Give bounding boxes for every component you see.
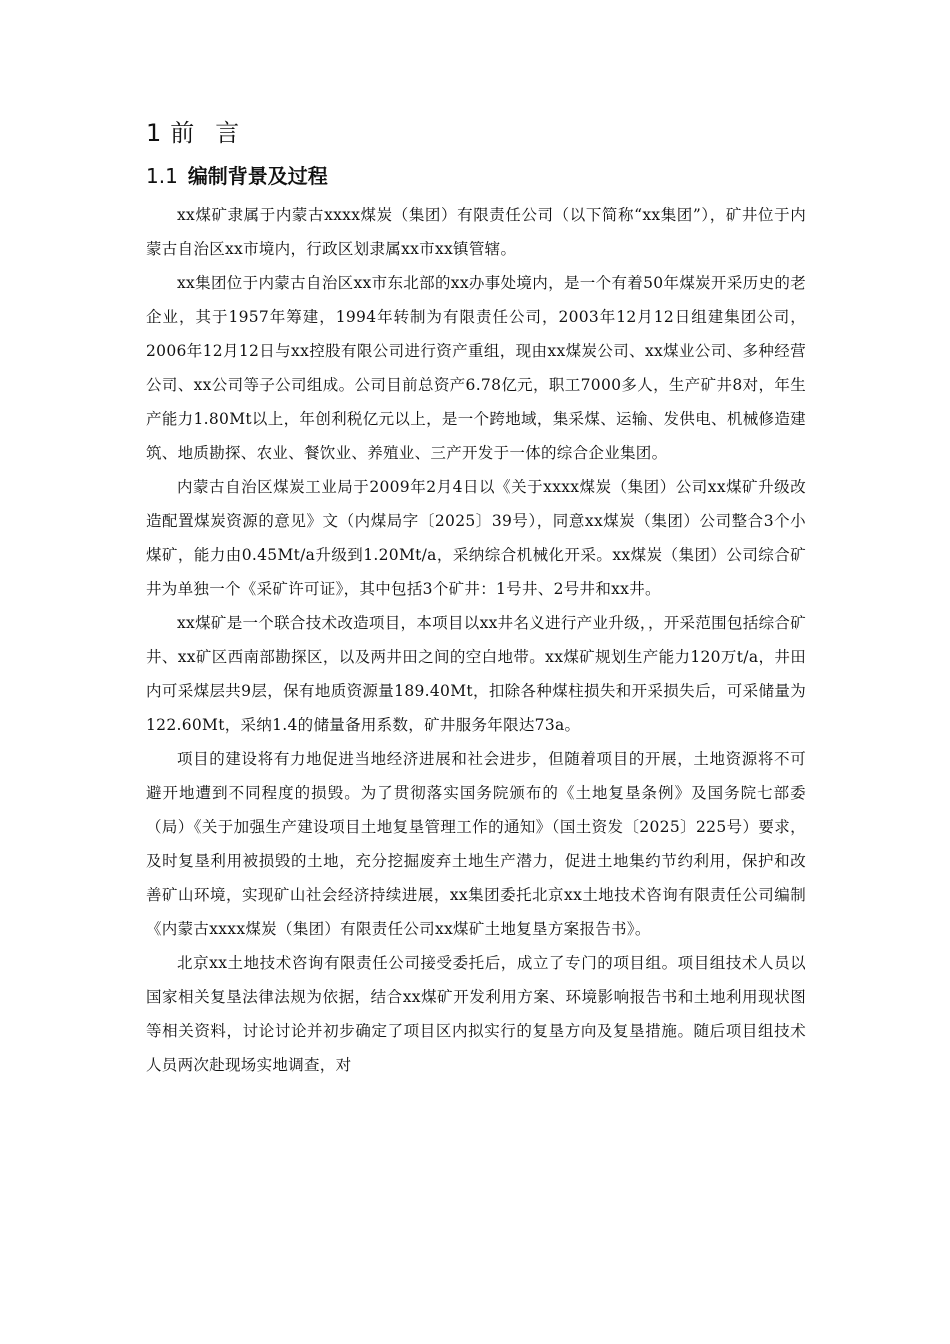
section-title: 编制背景及过程 bbox=[187, 164, 328, 188]
paragraph-process: 北京xx土地技术咨询有限责任公司接受委托后，成立了专门的项目组。项目组技术人员以国家相关复垦法律法规为依据，结合xx煤矿开发利用方案、环境影响报告书和土地利用现状图等相关资料，讨论讨论并初步确定了项目区内拟实行的复垦方向及复垦措施。随后项目组技术人员两次赴现场实地调查，对 bbox=[146, 954, 806, 1074]
paragraph-reclamation-purpose: 项目的建设将有力地促进当地经济进展和社会进步，但随着项目的开展，土地资源将不可避开地遭到不同程度的损毁。为了贯彻落实国务院颁布的《土地复垦条例》及国务院七部委（局）《关于加强生产建设项目土地复垦管理工作的通知》（国土资发〔2025〕225号）要求，及时复垦利用被损毁的土地，充分挖掘废弃土地生产潜力，促进土地集约节约利用，保护和改善矿山环境，实现矿山社会经济持续进展，xx集团委托北京xx土地技术咨询有限责任公司编制《内蒙古xxxx煤炭（集团）有限责任公司xx煤矿土地复垦方案报告书》。 bbox=[146, 750, 806, 938]
chapter-number: 1 bbox=[146, 119, 163, 147]
paragraph-project-scope: xx煤矿是一个联合技术改造项目，本项目以xx井名义进行产业升级，，开采范围包括综合矿井、xx矿区西南部勘探区，以及两井田之间的空白地带。xx煤矿规划生产能力120万t/a，井田内可采煤层共9层，保有地质资源量189.40Mt，扣除各种煤柱损失和开采损失后，可采储量为122.60Mt，采纳1.4的储量备用系数，矿井服务年限达73a。 bbox=[146, 614, 806, 734]
chapter-heading bbox=[146, 112, 806, 154]
section-number: 1.1 bbox=[146, 164, 178, 188]
document-body bbox=[146, 112, 806, 1082]
paragraph-group-history: xx集团位于内蒙古自治区xx市东北部的xx办事处境内，是一个有着50年煤炭开采历史的老企业，其于1957年筹建，1994年转制为有限责任公司，2003年12月12日组建集团公司，2006年12月12日与xx控股有限公司进行资产重组，现由xx煤炭公司、xx煤业公司、多种经营公司、xx公司等子公司组成。公司目前总资产6.78亿元，职工7000多人，生产矿井8对，年生产能力1.80Mt以上，年创利税亿元以上，是一个跨地域，集采煤、运输、发供电、机械修造建筑、地质勘探、农业、餐饮业、养殖业、三产开发于一体的综合企业集团。 bbox=[146, 274, 806, 462]
paragraph-approval: 内蒙古自治区煤炭工业局于2009年2月4日以《关于xxxx煤炭（集团）公司xx煤矿升级改造配置煤炭资源的意见》文（内煤局字〔2025〕39号），同意xx煤炭（集团）公司整合3个小煤矿，能力由0.45Mt/a升级到1.20Mt/a，采纳综合机械化开采。xx煤炭（集团）公司综合矿井为单独一个《采矿许可证》，其中包括3个矿井：1号井、2号井和xx井。 bbox=[146, 478, 806, 598]
chapter-title-char-1: 前 bbox=[170, 119, 196, 147]
chapter-title-char-2: 言 bbox=[215, 119, 241, 147]
paragraph-affiliation: xx煤矿隶属于内蒙古xxxx煤炭（集团）有限责任公司（以下简称“xx集团”），矿井位于内蒙古自治区xx市境内，行政区划隶属xx市xx镇管辖。 bbox=[146, 206, 806, 258]
section-heading bbox=[146, 154, 806, 198]
